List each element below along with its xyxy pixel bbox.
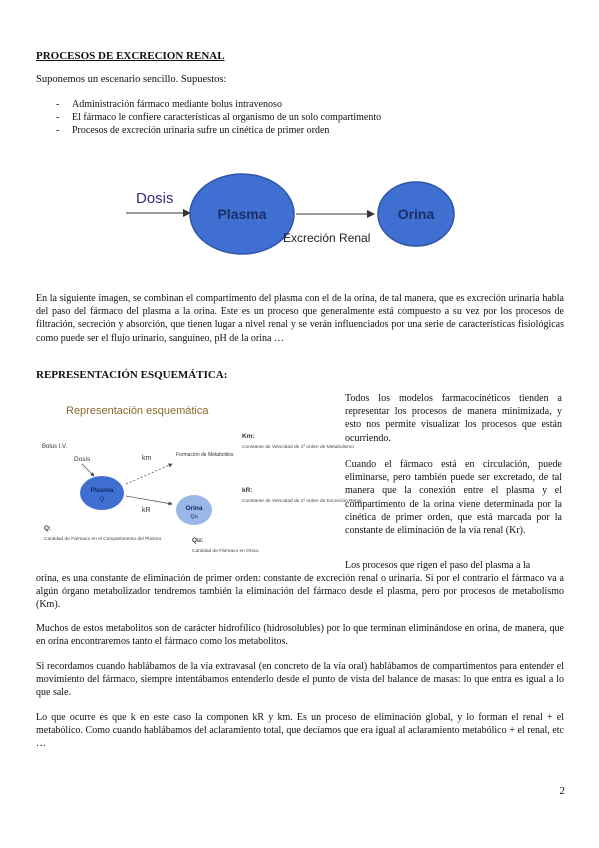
section-title: REPRESENTACIÓN ESQUEMÁTICA: <box>36 369 228 381</box>
dosis-arrow-small <box>82 464 94 476</box>
qu-symbol: Qu <box>190 514 198 520</box>
schematic-diagram <box>36 392 362 564</box>
paragraph: Si recordamos cuando hablábamos de la vía extravasal (en concreto de la vía oral) hablábamos de compartimentos para entender el movimiento del fármaco, siempre intentábamos entenderlo desde el punto de vista del balance de masas: lo que entra es igual a lo que sale. <box>36 661 564 699</box>
page-number: 2 <box>559 785 565 797</box>
q-def-text: Cantidad de Fármaco en el Compartimento del Plasma <box>44 537 162 542</box>
orina-label: Orina <box>397 206 435 222</box>
paragraph: Lo que ocurre es que k en este caso la componen kR y km. Es un proceso de eliminación global, y lo forman el renal + el metabólico. Como cuando hablábamos del aclaramiento total, que decíamos que era igual al aclaramiento metabólico + el renal, etc … <box>36 712 564 750</box>
km-def-label: Km: <box>242 433 255 440</box>
plasma-label-small: Plasma <box>90 487 114 494</box>
intro-text: Suponemos un escenario sencillo. Supuestos: <box>36 74 227 85</box>
dosis-label-small: Dosis <box>74 456 91 463</box>
list-item: - Administración fármaco mediante bolus intravenoso <box>36 98 381 111</box>
page-title: PROCESOS DE EXCRECION RENAL <box>36 50 225 62</box>
paragraph: Muchos de estos metabolitos son de carácter hidrofílico (hidrosolubles) por lo que terminan eliminándose en orina, de manera, que en orina encontraremos tanto el fármaco como los metabolitos. <box>36 623 564 648</box>
km-def-text: Constante de Velocidad de 1º orden de Metabolismo <box>242 445 354 450</box>
formation-label: Formación de Metabolitos <box>176 452 234 458</box>
paragraph: orina, es una constante de eliminación de primer orden: constante de excreción renal o urinaria. Si por el contrario el fármaco va a algún órgano metabolizador tendremos también la eliminación del fármaco desde el plasma, pero por procesos de metabolismo (Km). <box>36 573 564 611</box>
qu-def-text: Cantidad de Fármaco en Orina. <box>192 549 260 554</box>
q-symbol: Q <box>99 497 105 503</box>
excretion-label: Excreción Renal <box>283 231 371 245</box>
bolus-label: Bolus I.V. <box>42 444 68 450</box>
paragraph: Todos los modelos farmacocinéticos tienden a representar los procesos de manera minimizada, y esto nos permite visualizar los procesos que están ocurriendo. <box>345 393 562 444</box>
excretion-diagram <box>0 160 599 280</box>
km-symbol: km <box>142 455 152 462</box>
renal-arrow <box>126 496 172 504</box>
orina-label-small: Orina <box>185 505 203 512</box>
kr-symbol: kR <box>142 507 151 514</box>
kr-def-label: kR: <box>242 487 253 494</box>
metabolism-arrow <box>126 464 172 484</box>
qu-def-label: Qu: <box>192 537 204 544</box>
q-def-label: Q: <box>44 525 52 532</box>
assumption-list <box>36 98 381 137</box>
kr-def-text: Constante de Velocidad de 1º orden de Excreción Renal <box>242 499 362 504</box>
paragraph: Los procesos que rigen el paso del plasma a la <box>345 560 531 571</box>
paragraph: En la siguiente imagen, se combinan el compartimento del plasma con el de la orina, de tal manera, que es excreción urinaria habla del paso del fármaco del plasma a la orina. Este es un proceso que generalmente está compuesto a su vez por los procesos de filtración, secreción y absorción, que tienen lugar a nivel renal y se verán influenciados por una serie de características fisiológicas como puede ser el flujo urinario, sanguíneo, pH de la orina … <box>36 293 564 344</box>
list-item: - Procesos de excreción urinaria sufre un cinética de primer orden <box>36 124 381 137</box>
plasma-label: Plasma <box>217 206 267 222</box>
paragraph: Cuando el fármaco está en circulación, puede eliminarse, pero también puede ser excretado, de tal manera que la conexión entre el plasma y el compartimento de la orina viene determinada por la cinética de primer orden, que está marcada por la constante de eliminación de la vía renal (Kr). <box>345 459 562 537</box>
schematic-title: Representación esquemática <box>66 405 209 417</box>
list-item: - El fármaco le confiere características al organismo de un solo compartimento <box>36 111 381 124</box>
dosis-label: Dosis <box>136 190 174 207</box>
